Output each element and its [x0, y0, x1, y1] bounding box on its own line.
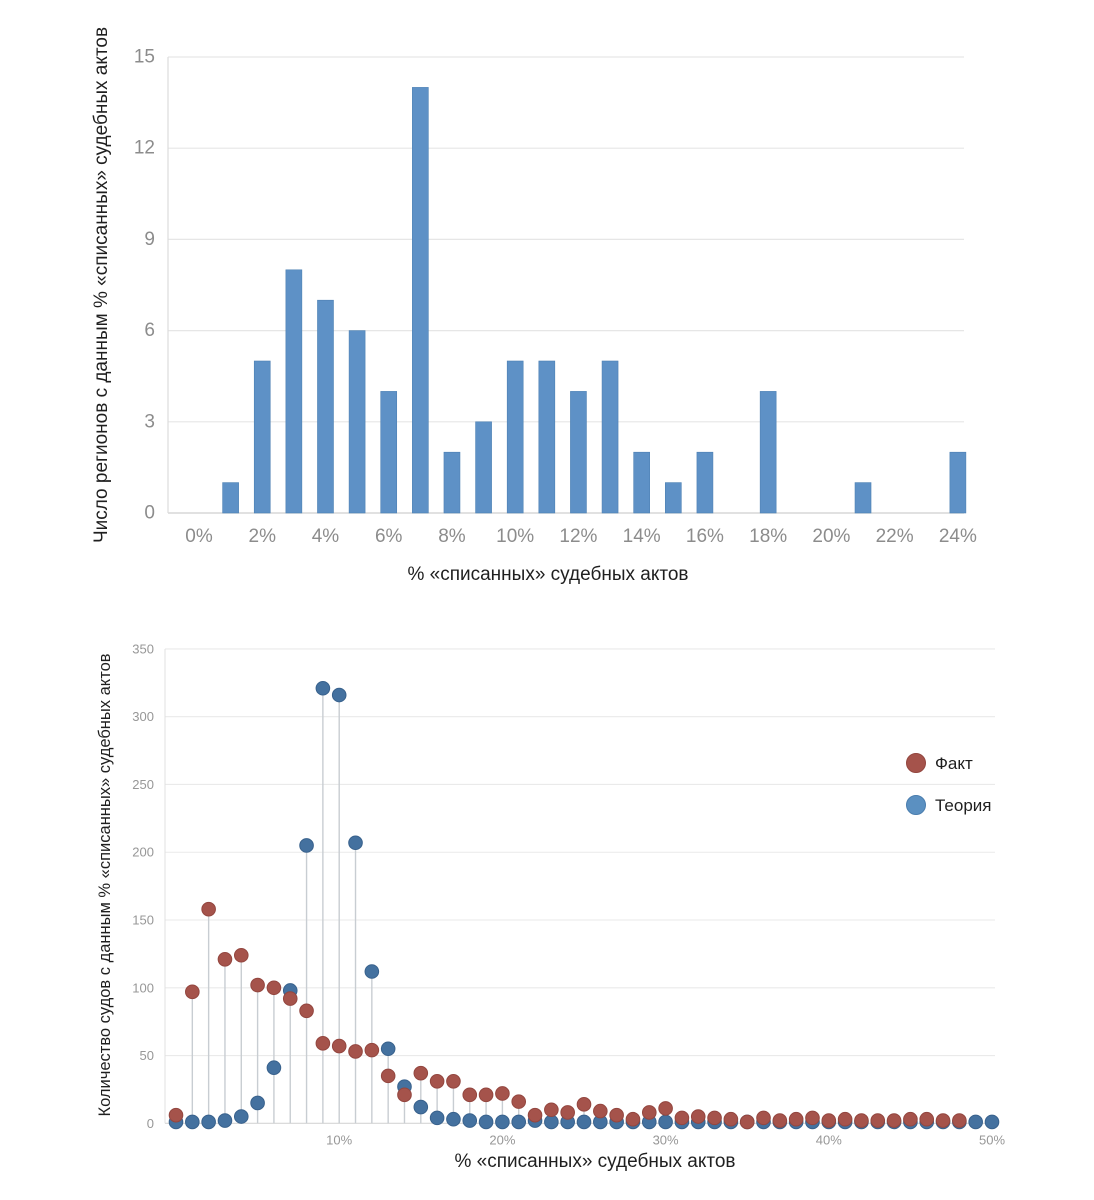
y-tick-label: 6 [144, 320, 155, 342]
bar [665, 483, 681, 513]
data-point-theory [447, 1112, 461, 1126]
legend-label-theory: Теория [935, 796, 992, 815]
data-point-fact [757, 1111, 771, 1125]
data-point-fact [234, 948, 248, 962]
data-point-fact [414, 1066, 428, 1080]
data-point-fact [708, 1111, 722, 1125]
x-tick-label: 18% [749, 526, 788, 547]
bar [349, 331, 365, 513]
data-point-fact [479, 1088, 493, 1102]
data-point-fact [855, 1114, 869, 1128]
data-point-fact [316, 1037, 330, 1051]
histogram-bars-layer [223, 87, 966, 513]
data-point-fact [447, 1074, 461, 1088]
data-point-fact [267, 981, 281, 995]
bar [760, 391, 776, 513]
data-point-fact [904, 1112, 918, 1126]
data-point-fact [773, 1114, 787, 1128]
y-tick-label: 100 [132, 980, 154, 996]
bar [412, 87, 428, 513]
x-tick-label: 40% [815, 1132, 842, 1148]
data-point-fact [724, 1112, 738, 1126]
data-point-theory [969, 1115, 983, 1129]
x-tick-label: 10% [326, 1132, 353, 1148]
legend-item-theory [907, 796, 992, 816]
data-point-fact [381, 1069, 395, 1083]
data-point-fact [953, 1114, 967, 1128]
data-point-fact [251, 978, 265, 992]
stem-x-axis-title: % «списанных» судебных актов [454, 1151, 736, 1172]
x-tick-label: 50% [978, 1132, 1006, 1148]
data-point-fact [936, 1114, 950, 1128]
data-point-theory [186, 1115, 200, 1129]
histogram-x-axis-title: % «списанных» судебных актов [407, 564, 689, 585]
y-tick-label: 250 [132, 776, 154, 792]
bar [286, 270, 302, 513]
data-point-fact [642, 1106, 656, 1120]
data-point-fact [626, 1112, 640, 1126]
x-tick-label: 10% [496, 526, 535, 547]
stem-grid-layer [165, 649, 995, 1123]
histogram-y-axis-title: Число регионов с данным % «списанных» судебных актов [91, 26, 112, 544]
data-point-fact [528, 1108, 542, 1122]
y-tick-label: 300 [132, 709, 154, 725]
bar [570, 391, 586, 513]
x-tick-label: 6% [374, 526, 403, 547]
bar [317, 300, 333, 513]
bar [223, 483, 239, 513]
y-tick-label: 15 [133, 46, 155, 68]
theory-legend-dot-icon [907, 796, 926, 815]
bar [602, 361, 618, 513]
data-point-fact [349, 1045, 363, 1059]
bar [254, 361, 270, 513]
bar [697, 452, 713, 513]
x-tick-label: 8% [438, 526, 466, 547]
data-point-fact [283, 992, 297, 1006]
x-tick-label: 30% [652, 1132, 679, 1148]
data-point-fact [561, 1106, 575, 1120]
data-point-theory [577, 1115, 591, 1129]
fact-legend-dot-icon [907, 754, 926, 773]
data-point-theory [316, 681, 330, 695]
data-point-fact [838, 1112, 852, 1126]
data-point-theory [234, 1110, 248, 1124]
x-tick-label: 22% [875, 526, 914, 547]
data-point-fact [659, 1102, 673, 1116]
x-tick-label: 14% [622, 526, 661, 547]
data-point-fact [822, 1114, 836, 1128]
bar [476, 422, 492, 513]
data-point-fact [789, 1112, 803, 1126]
bar [950, 452, 966, 513]
data-point-theory [512, 1115, 526, 1129]
data-point-fact [740, 1115, 754, 1129]
legend-item-fact [907, 754, 974, 774]
x-tick-label: 4% [311, 526, 340, 547]
x-tick-label: 24% [938, 526, 977, 547]
data-point-fact [545, 1103, 559, 1117]
data-point-fact [169, 1108, 183, 1122]
bar [539, 361, 555, 513]
x-tick-label: 2% [248, 526, 276, 547]
x-tick-label: 20% [489, 1132, 516, 1148]
bar [444, 452, 460, 513]
data-point-fact [512, 1095, 526, 1109]
data-point-fact [398, 1088, 412, 1102]
data-point-fact [463, 1088, 477, 1102]
y-tick-label: 12 [133, 137, 155, 159]
data-point-fact [675, 1111, 689, 1125]
bar [507, 361, 523, 513]
x-tick-label: 20% [812, 526, 851, 547]
y-tick-label: 350 [132, 641, 154, 657]
data-point-theory [267, 1061, 281, 1075]
y-tick-label: 200 [132, 844, 154, 860]
bar [634, 452, 650, 513]
data-point-fact [218, 953, 232, 967]
data-point-theory [332, 688, 346, 702]
stem-points-layer [169, 681, 999, 1128]
data-point-theory [202, 1115, 216, 1129]
stem-stems-layer [176, 688, 992, 1123]
y-tick-label: 0 [144, 502, 155, 524]
data-point-fact [365, 1043, 379, 1057]
data-point-theory [430, 1111, 444, 1125]
data-point-fact [691, 1110, 705, 1124]
y-tick-label: 9 [144, 228, 155, 250]
data-point-fact [887, 1114, 901, 1128]
data-point-theory [463, 1114, 477, 1128]
legend-label-fact: Факт [935, 754, 973, 773]
data-point-fact [920, 1112, 934, 1126]
data-point-theory [218, 1114, 232, 1128]
data-point-fact [430, 1074, 444, 1088]
data-point-theory [381, 1042, 395, 1056]
data-point-fact [332, 1039, 346, 1053]
data-point-theory [496, 1115, 510, 1129]
data-point-theory [545, 1115, 559, 1129]
data-point-fact [186, 985, 200, 999]
data-point-fact [577, 1098, 591, 1112]
x-tick-label: 12% [559, 526, 598, 547]
x-tick-label: 0% [185, 526, 213, 547]
data-point-theory [365, 965, 379, 979]
bar [855, 483, 871, 513]
data-point-theory [300, 839, 314, 853]
y-tick-label: 150 [132, 912, 154, 928]
data-point-theory [349, 836, 363, 850]
x-tick-label: 16% [685, 526, 724, 547]
data-point-theory [479, 1115, 493, 1129]
stem-y-axis-title: Количество судов с данным % «списанных» судебных актов [96, 653, 114, 1117]
data-point-theory [659, 1115, 673, 1129]
data-point-fact [610, 1108, 624, 1122]
bar [381, 391, 397, 513]
y-tick-label: 3 [144, 411, 155, 433]
data-point-fact [496, 1087, 510, 1101]
courts-stem-chart [0, 600, 1094, 1200]
data-point-fact [300, 1004, 314, 1018]
data-point-fact [594, 1104, 608, 1118]
data-point-fact [806, 1111, 820, 1125]
data-point-fact [202, 902, 216, 916]
stem-ticks-layer [132, 641, 1005, 1147]
data-point-theory [985, 1115, 999, 1129]
y-tick-label: 50 [139, 1048, 154, 1064]
data-point-theory [251, 1096, 265, 1110]
data-point-theory [414, 1100, 428, 1114]
y-tick-label: 0 [146, 1115, 154, 1131]
data-point-fact [871, 1114, 885, 1128]
